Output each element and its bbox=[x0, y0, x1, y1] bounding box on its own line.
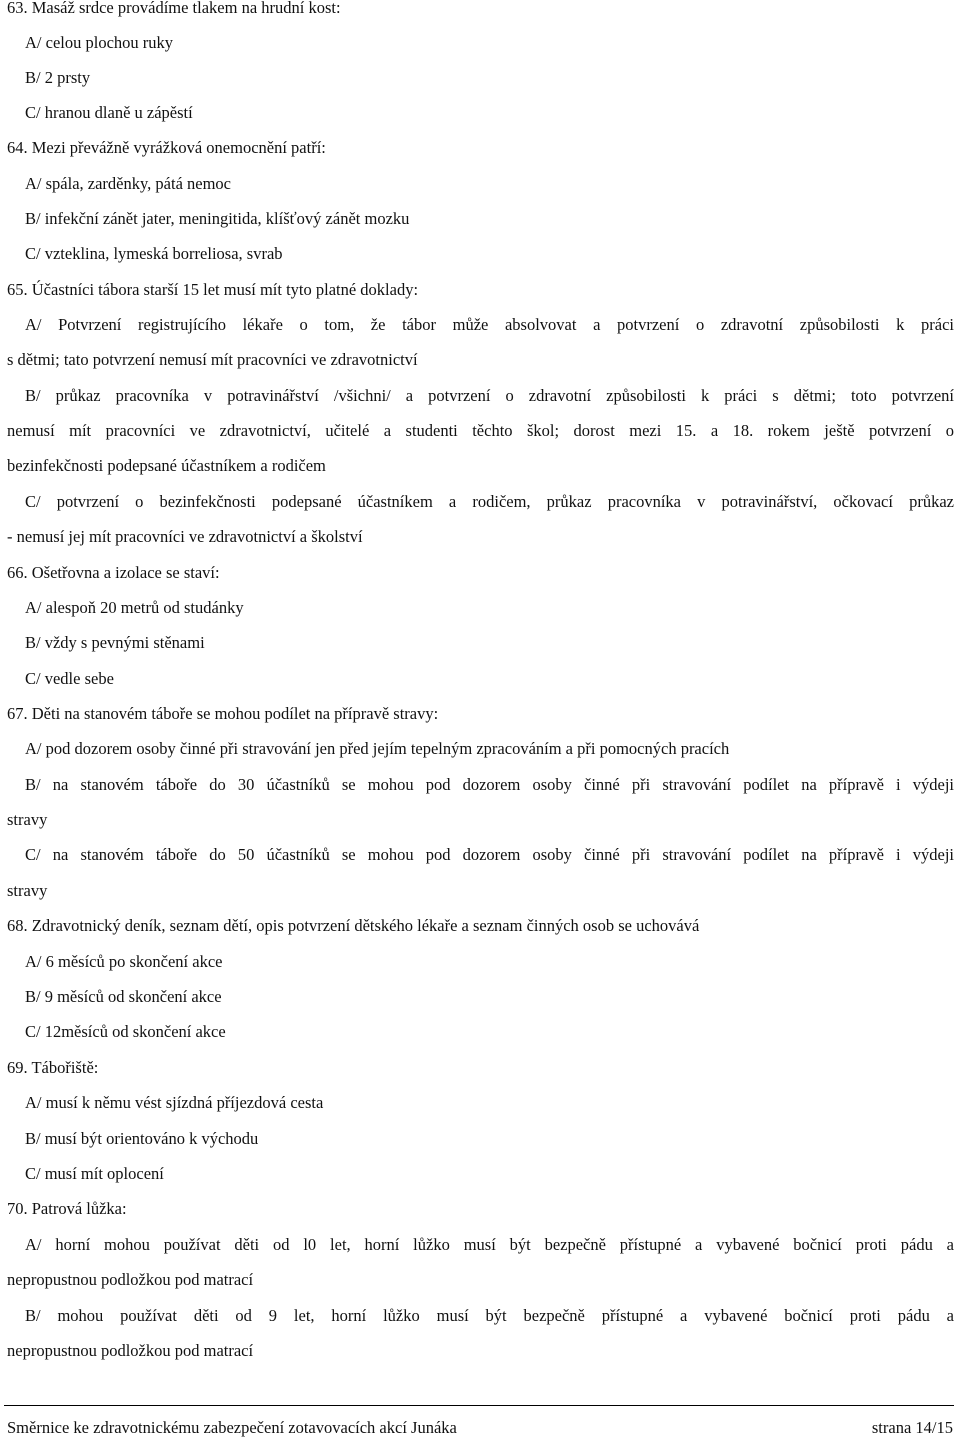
question-69: 69. Tábořiště: bbox=[7, 1058, 99, 1077]
answer-69-c: C/ musí mít oplocení bbox=[25, 1164, 164, 1183]
footer-divider bbox=[4, 1405, 954, 1406]
answer-65-b-line-1: B/ průkaz pracovníka v potravinářství /všichni/ a potvrzení o zdravotní způsobilosti k práci s dětmi; toto potvrzení bbox=[25, 386, 954, 405]
answer-67-b-line-2: stravy bbox=[7, 810, 48, 829]
answer-70-b-line-1: B/ mohou používat děti od 9 let, horní lůžko musí být bezpečně přístupné a vybavené bočnicí proti pádu a bbox=[25, 1306, 954, 1325]
question-70: 70. Patrová lůžka: bbox=[7, 1199, 127, 1218]
answer-70-a-line-2: nepropustnou podložkou pod matrací bbox=[7, 1270, 254, 1289]
question-66: 66. Ošetřovna a izolace se staví: bbox=[7, 563, 220, 582]
answer-70-a-line-1: A/ horní mohou používat děti od l0 let, horní lůžko musí být bezpečně přístupné a vybavené bočnicí proti pádu a bbox=[25, 1235, 954, 1254]
answer-63-a: A/ celou plochou ruky bbox=[25, 33, 174, 52]
answer-68-c: C/ 12měsíců od skončení akce bbox=[25, 1022, 226, 1041]
answer-66-c: C/ vedle sebe bbox=[25, 669, 114, 688]
question-63: 63. Masáž srdce provádíme tlakem na hrudní kost: bbox=[7, 0, 341, 17]
answer-66-b: B/ vždy s pevnými stěnami bbox=[25, 633, 205, 652]
answer-70-b-line-2: nepropustnou podložkou pod matrací bbox=[7, 1341, 254, 1360]
answer-66-a: A/ alespoň 20 metrů od studánky bbox=[25, 598, 244, 617]
answer-69-a: A/ musí k němu vést sjízdná příjezdová cesta bbox=[25, 1093, 324, 1112]
answer-64-c: C/ vzteklina, lymeská borreliosa, svrab bbox=[25, 244, 283, 263]
answer-64-a: A/ spála, zarděnky, pátá nemoc bbox=[25, 174, 232, 193]
answer-67-c-line-2: stravy bbox=[7, 881, 48, 900]
answer-68-a: A/ 6 měsíců po skončení akce bbox=[25, 952, 223, 971]
answer-65-a-line-2: s dětmi; tato potvrzení nemusí mít pracovníci ve zdravotnictví bbox=[7, 350, 418, 369]
answer-67-a: A/ pod dozorem osoby činné při stravování jen před jejím tepelným zpracováním a při pomocných pracích bbox=[25, 739, 730, 758]
footer-page-number: strana 14/15 bbox=[871, 1418, 953, 1437]
footer-document-title: Směrnice ke zdravotnickému zabezpečení zotavovacích akcí Junáka bbox=[7, 1418, 457, 1437]
answer-67-b-line-1: B/ na stanovém táboře do 30 účastníků se mohou pod dozorem osoby činné při stravování podílet na přípravě i výdeji bbox=[25, 775, 954, 794]
question-67: 67. Děti na stanovém táboře se mohou podílet na přípravě stravy: bbox=[7, 704, 439, 723]
answer-63-b: B/ 2 prsty bbox=[25, 68, 91, 87]
answer-64-b: B/ infekční zánět jater, meningitida, klíšťový zánět mozku bbox=[25, 209, 410, 228]
answer-65-c-line-1: C/ potvrzení o bezinfekčnosti podepsané účastníkem a rodičem, průkaz pracovníka v potravinářství, očkovací průkaz bbox=[25, 492, 954, 511]
question-68: 68. Zdravotnický deník, seznam dětí, opis potvrzení dětského lékaře a seznam činných osob se uchovává bbox=[7, 916, 700, 935]
answer-65-a-line-1: A/ Potvrzení registrujícího lékaře o tom, že tábor může absolvovat a potvrzení o zdravotní způsobilosti k práci bbox=[25, 315, 954, 334]
answer-65-b-line-3: bezinfekčnosti podepsané účastníkem a rodičem bbox=[7, 456, 326, 475]
answer-63-c: C/ hranou dlaně u zápěstí bbox=[25, 103, 193, 122]
question-65: 65. Účastníci tábora starší 15 let musí mít tyto platné doklady: bbox=[7, 280, 419, 299]
answer-65-c-line-2: - nemusí jej mít pracovníci ve zdravotnictví a školství bbox=[7, 527, 363, 546]
answer-69-b: B/ musí být orientováno k východu bbox=[25, 1129, 259, 1148]
answer-67-c-line-1: C/ na stanovém táboře do 50 účastníků se mohou pod dozorem osoby činné při stravování podílet na přípravě i výdeji bbox=[25, 845, 954, 864]
answer-65-b-line-2: nemusí mít pracovníci ve zdravotnictví, učitelé a studenti těchto škol; dorost mezi 15. a 18. rokem ještě potvrzení o bbox=[7, 421, 954, 440]
question-64: 64. Mezi převážně vyrážková onemocnění patří: bbox=[7, 138, 326, 157]
answer-68-b: B/ 9 měsíců od skončení akce bbox=[25, 987, 222, 1006]
